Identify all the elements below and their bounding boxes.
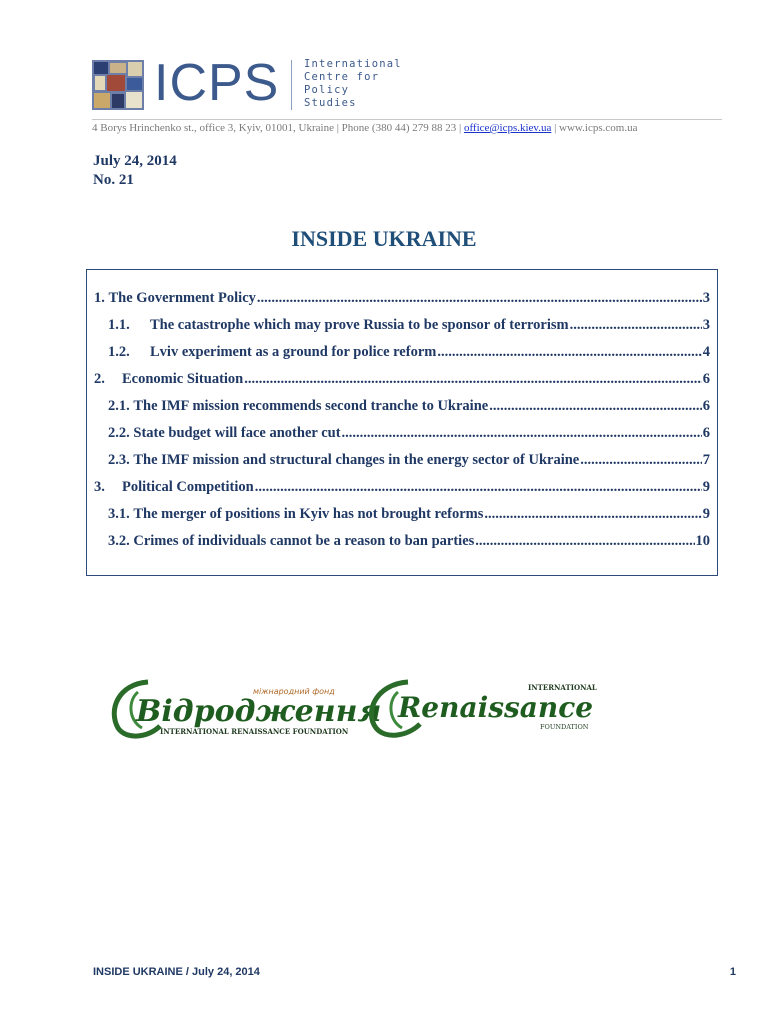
letterhead (92, 54, 722, 138)
footer-page-number: 1 (729, 966, 736, 978)
toc-entry-label: 2. Economic Situation (94, 371, 244, 387)
footer-text: INSIDE UKRAINE / July 24, 2014 (93, 966, 260, 978)
logo-sub-line: Centre for (304, 71, 380, 83)
logo-sub-line: International (304, 58, 402, 70)
toc-entry-label: 3. Political Competition (94, 479, 254, 495)
logo-en-wordmark: Renaissance (398, 691, 594, 724)
toc-leader-dots (580, 452, 702, 469)
toc-page-number: 6 (702, 398, 710, 414)
renaissance-logo-icon (371, 682, 596, 735)
toc-leader-dots (437, 344, 701, 361)
toc-entry[interactable] (94, 290, 710, 310)
toc-leader-dots (257, 290, 702, 307)
issue-number: No. 21 (93, 172, 134, 188)
toc-entry-label: 2.2. State budget will face another cut (108, 425, 341, 441)
toc-leader-dots (484, 506, 701, 523)
issue-date: July 24, 2014 (93, 153, 177, 169)
toc-entry-label: 3.1. The merger of positions in Kyiv has not brought reforms (108, 506, 484, 522)
toc-entry[interactable] (108, 452, 710, 472)
toc-page-number: 7 (702, 452, 710, 468)
toc-entry-label: 1. The Government Policy (94, 290, 256, 306)
toc-entry[interactable] (108, 344, 710, 364)
logo-en-caption: INTERNATIONAL (528, 683, 597, 692)
document-title: INSIDE UKRAINE (291, 226, 477, 251)
icps-full-name (304, 58, 402, 110)
issue-info (93, 152, 177, 190)
toc-entry-label: 3.2. Crimes of individuals cannot be a reason to ban parties (108, 533, 475, 549)
toc-entry-label: 2.3. The IMF mission and structural changes in the energy sector of Ukraine (108, 452, 580, 468)
email-link[interactable]: office@icps.kiev.ua (463, 122, 552, 134)
toc-page-number: 3 (702, 317, 710, 333)
toc-page-number: 9 (702, 479, 710, 495)
toc-leader-dots (475, 533, 694, 550)
toc-leader-dots (342, 425, 702, 442)
toc-page-number: 9 (702, 506, 710, 522)
toc-entry-label: 1.1. The catastrophe which may prove Russia to be sponsor of terrorism (108, 317, 569, 333)
toc-entry[interactable] (94, 479, 710, 499)
toc-page-number: 10 (695, 533, 710, 549)
toc-leader-dots (244, 371, 702, 388)
toc-entry[interactable] (108, 317, 710, 337)
toc-entry[interactable] (108, 506, 710, 526)
toc-page-number: 6 (702, 371, 710, 387)
contact-address (92, 119, 722, 134)
address-text: 4 Borys Hrinchenko st., office 3, Kyiv, 01001, Ukraine | Phone (380 44) 279 88 23 | (92, 122, 464, 134)
logo-sub-line: Studies (304, 97, 357, 109)
renaissance-foundation-logos (108, 670, 598, 745)
icps-logo-wordmark: ICPS (154, 54, 280, 112)
toc-leader-dots (489, 398, 702, 415)
toc-entry[interactable] (94, 371, 710, 391)
logo-ua-wordmark: Відродження (136, 694, 382, 729)
toc-entry[interactable] (108, 398, 710, 418)
toc-entry[interactable] (108, 425, 710, 445)
toc-page-number: 6 (702, 425, 710, 441)
toc-page-number: 3 (702, 290, 710, 306)
toc-page-number: 4 (702, 344, 710, 360)
toc-leader-dots (570, 317, 702, 334)
logo-en-subcaption: FOUNDATION (540, 723, 589, 731)
toc-leader-dots (255, 479, 702, 496)
toc-entry-label: 2.1. The IMF mission recommends second tranche to Ukraine (108, 398, 489, 414)
logo-divider (291, 60, 292, 110)
icps-mosaic-logo-icon (92, 60, 144, 110)
vidrodzhennia-logo-icon (114, 682, 381, 736)
page-footer (93, 966, 736, 978)
toc-entry-label: 1.2. Lviv experiment as a ground for police reform (108, 344, 437, 360)
logo-sub-line: Policy (304, 84, 350, 96)
website-text: | www.icps.com.ua (551, 122, 638, 134)
table-of-contents (86, 269, 718, 576)
logo-ua-subcaption: INTERNATIONAL RENAISSANCE FOUNDATION (160, 727, 349, 736)
logo-ua-caption: міжнародний фонд (253, 687, 335, 696)
toc-entry[interactable] (108, 533, 710, 553)
